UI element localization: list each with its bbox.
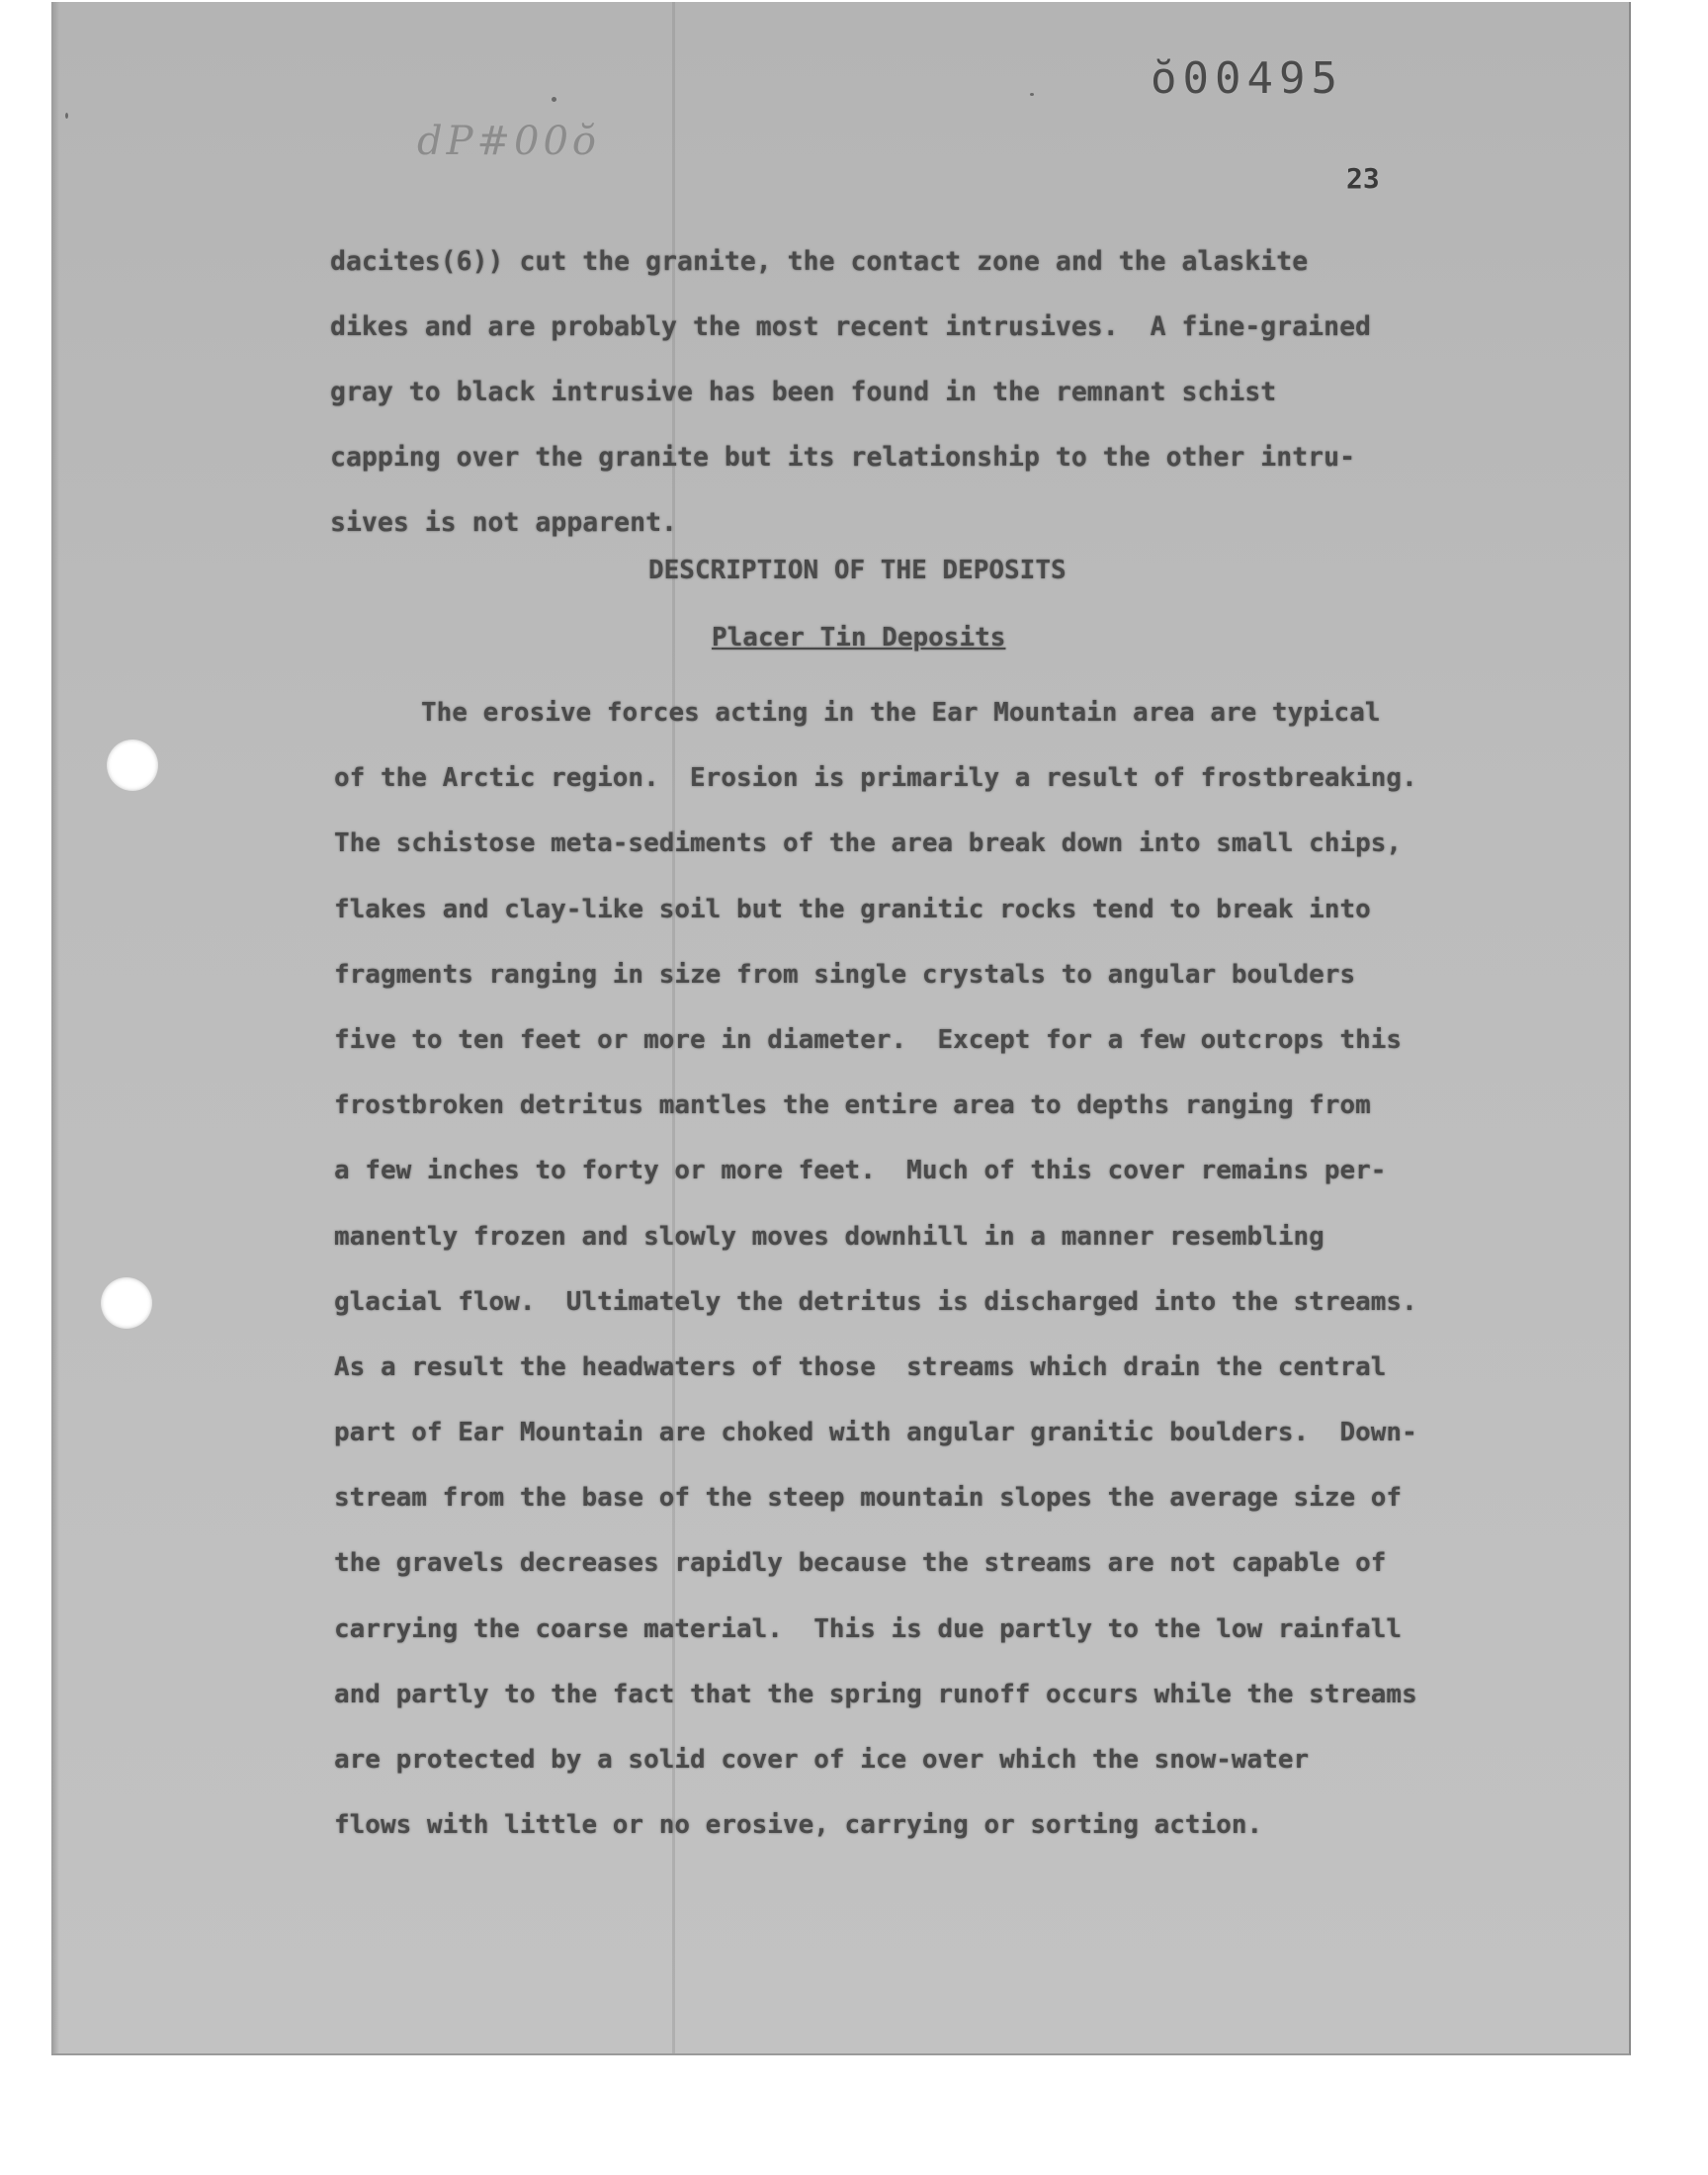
subsection-heading: Placer Tin Deposits — [712, 623, 1006, 652]
text-line: manently frozen and slowly moves downhill in a manner resembling — [334, 1221, 1324, 1252]
punch-hole-icon — [101, 1277, 152, 1329]
text-line: flows with little or no erosive, carrying or sorting action. — [334, 1810, 1263, 1841]
text-line: dacites(6)) cut the granite, the contact zone and the alaskite — [330, 246, 1309, 277]
placer-tin-paragraph — [334, 680, 1530, 1858]
text-line: The erosive forces acting in the Ear Mountain area are typical — [421, 698, 1381, 728]
text-line: capping over the granite but its relationship to the other intru- — [330, 442, 1356, 473]
text-line: carrying the coarse material. This is due partly to the low rainfall — [334, 1613, 1403, 1644]
text-line: gray to black intrusive has been found in the remnant schist — [330, 377, 1277, 407]
text-line: the gravels decreases rapidly because the streams are not capable of — [334, 1548, 1387, 1579]
text-line: sives is not apparent. — [330, 507, 677, 538]
text-line: frostbroken detritus mantles the entire area to depths ranging from — [334, 1090, 1371, 1121]
text-line: fragments ranging in size from single crystals to angular boulders — [334, 959, 1356, 990]
ink-speck — [552, 97, 556, 102]
document-page — [51, 2, 1631, 2055]
text-line: The schistose meta-sediments of the area break down into small chips, — [334, 828, 1403, 859]
text-line: and partly to the fact that the spring runoff occurs while the streams — [334, 1679, 1417, 1709]
handwritten-mark: dP#00ŏ — [417, 119, 601, 164]
page-edge-shadow — [51, 2, 59, 2053]
text-line: five to ten feet or more in diameter. Except for a few outcrops this — [334, 1024, 1403, 1055]
text-line: of the Arctic region. Erosion is primarily a result of frostbreaking. — [334, 763, 1417, 794]
text-line: As a result the headwaters of those streams which drain the central — [334, 1351, 1387, 1382]
text-line: dikes and are probably the most recent intrusives. A fine-grained — [330, 311, 1371, 342]
punch-hole-icon — [107, 740, 158, 791]
text-line: flakes and clay-like soil but the granitic rocks tend to break into — [334, 894, 1371, 924]
intro-paragraph — [330, 229, 1516, 556]
page-number: 23 — [1346, 162, 1380, 195]
text-line: are protected by a solid cover of ice over which the snow-water — [334, 1745, 1310, 1775]
text-line: a few inches to forty or more feet. Much of this cover remains per- — [334, 1156, 1387, 1186]
ink-speck — [65, 113, 68, 119]
ink-speck — [1030, 93, 1034, 96]
text-line: stream from the base of the steep mountain slopes the average size of — [334, 1483, 1403, 1514]
section-heading: DESCRIPTION OF THE DEPOSITS — [648, 556, 1067, 585]
document-stamp-number: ŏ00495 — [1151, 53, 1343, 104]
text-line: glacial flow. Ultimately the detritus is discharged into the streams. — [334, 1286, 1417, 1317]
text-line: part of Ear Mountain are choked with angular granitic boulders. Down- — [334, 1418, 1417, 1448]
